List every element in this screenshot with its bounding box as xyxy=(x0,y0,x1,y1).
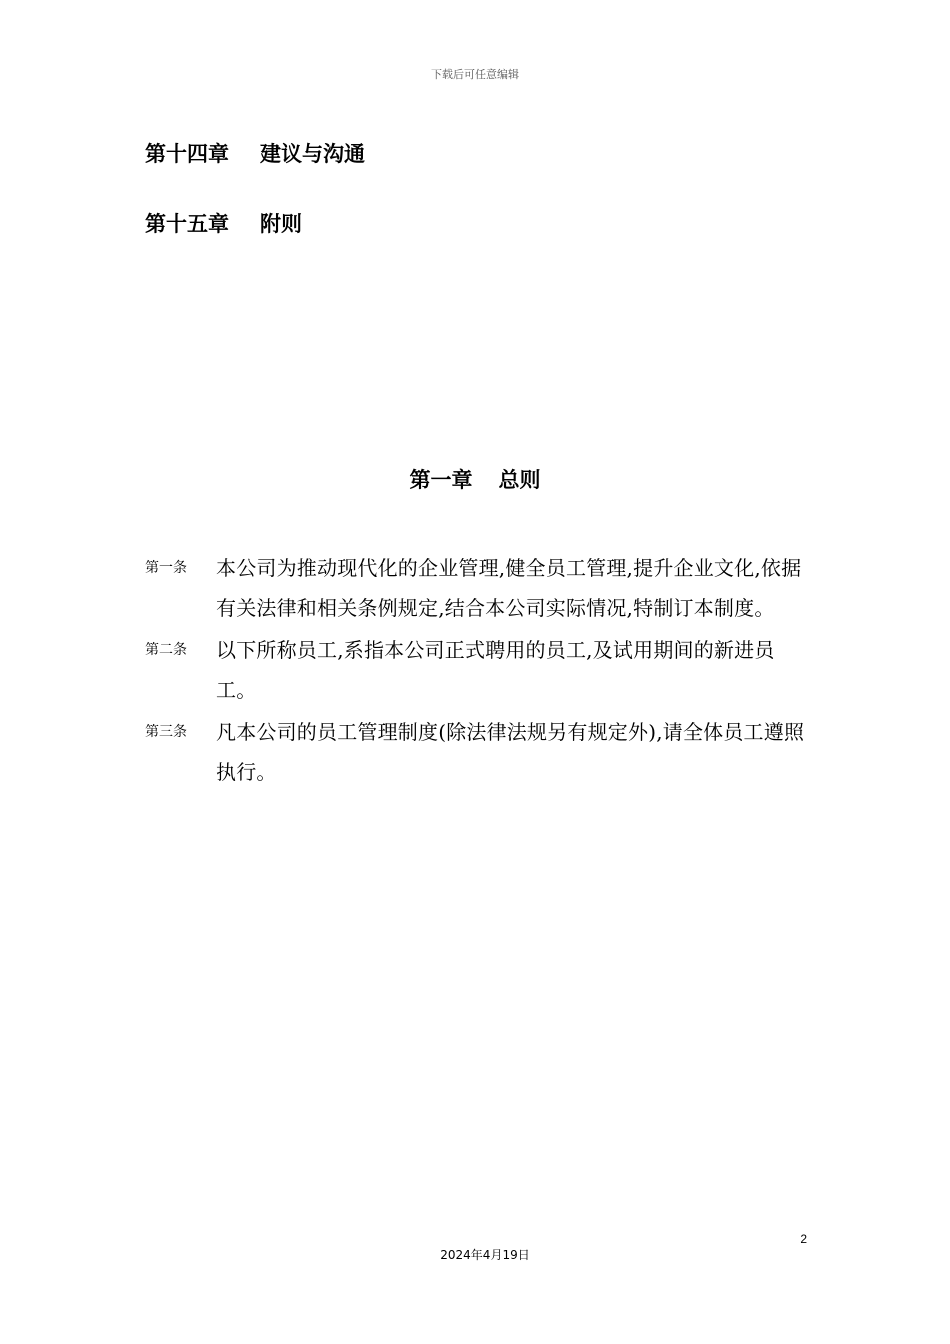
toc-chapter-title: 建议与沟通 xyxy=(260,142,365,166)
article-label: 第二条 xyxy=(145,642,187,658)
chapter-heading xyxy=(0,464,950,494)
article-label: 第三条 xyxy=(145,724,187,740)
toc-chapter-number: 第十五章 xyxy=(145,212,229,236)
article-1 xyxy=(145,548,810,628)
article-list xyxy=(145,548,810,794)
chapter-title: 总则 xyxy=(498,468,541,492)
article-3 xyxy=(145,712,810,792)
toc-entry-chapter-15 xyxy=(145,208,302,238)
page-header: 下载后可任意编辑 xyxy=(431,68,519,81)
article-2 xyxy=(145,630,810,710)
article-text: 本公司为推动现代化的企业管理,健全员工管理,提升企业文化,依据有关法律和相关条例规定,结合本公司实际情况,特制订本制度。 xyxy=(216,556,802,620)
chapter-number: 第一章 xyxy=(409,468,473,492)
article-text: 凡本公司的员工管理制度(除法律法规另有规定外),请全体员工遵照执行。 xyxy=(216,720,805,784)
toc-chapter-number: 第十四章 xyxy=(145,142,229,166)
article-text: 以下所称员工,系指本公司正式聘用的员工,及试用期间的新进员工。 xyxy=(216,638,775,702)
toc-entry-chapter-14 xyxy=(145,138,365,168)
article-label: 第一条 xyxy=(145,560,187,576)
page-footer-date: 2024年4月19日 xyxy=(440,1248,530,1262)
toc-chapter-title: 附则 xyxy=(260,212,302,236)
page-number: 2 xyxy=(800,1232,807,1246)
